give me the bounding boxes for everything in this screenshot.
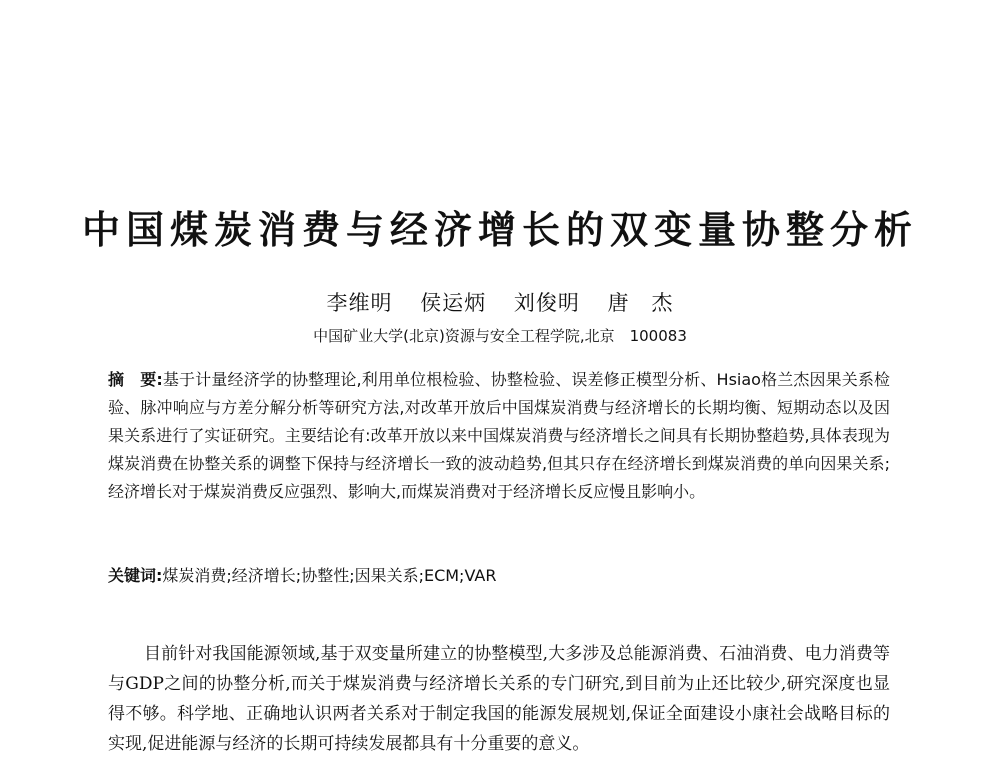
affiliation: 中国矿业大学(北京)资源与安全工程学院,北京 100083 (313, 327, 687, 345)
keywords (108, 562, 890, 590)
paper-title: 中国煤炭消费与经济增长的双变量协整分析 (81, 208, 918, 252)
body-paragraph: 目前针对我国能源领域,基于双变量所建立的协整模型,大多涉及总能源消费、石油消费、电力消费等与GDP之间的协整分析,而关于煤炭消费与经济增长关系的专门研究,到目前为止还比较少,研究深度也显得不够。科学地、正确地认识两者关系对于制定我国的能源发展规划,保证全面建设小康社会战略目标的实现,促进能源与经济的长期可持续发展都具有十分重要的意义。 (108, 644, 890, 754)
author-name: 刘俊明 (513, 291, 580, 315)
abstract (108, 366, 890, 506)
author-name: 李维明 (326, 291, 393, 315)
abstract-text: 基于计量经济学的协整理论,利用单位根检验、协整检验、误差修正模型分析、Hsiao格兰杰因果关系检验、脉冲响应与方差分解分析等研究方法,对改革开放后中国煤炭消费与经济增长的长期均衡、短期动态以及因果关系进行了实证研究。主要结论有:改革开放以来中国煤炭消费与经济增长之间具有长期协整趋势,具体表现为煤炭消费在协整关系的调整下保持与经济增长一致的波动趋势,但其只存在经济增长到煤炭消费的单向因果关系;经济增长对于煤炭消费反应强烈、影响大,而煤炭消费对于经济增长反应慢且影响小。 (108, 370, 890, 501)
author-list (0, 288, 1000, 318)
keywords-text: 煤炭消费;经济增长;协整性;因果关系;ECM;VAR (162, 566, 497, 585)
author-name: 唐 杰 (607, 291, 674, 315)
author-name: 侯运炳 (420, 291, 487, 315)
keywords-label: 关键词: (108, 566, 163, 585)
abstract-label: 摘 要: (108, 370, 163, 389)
